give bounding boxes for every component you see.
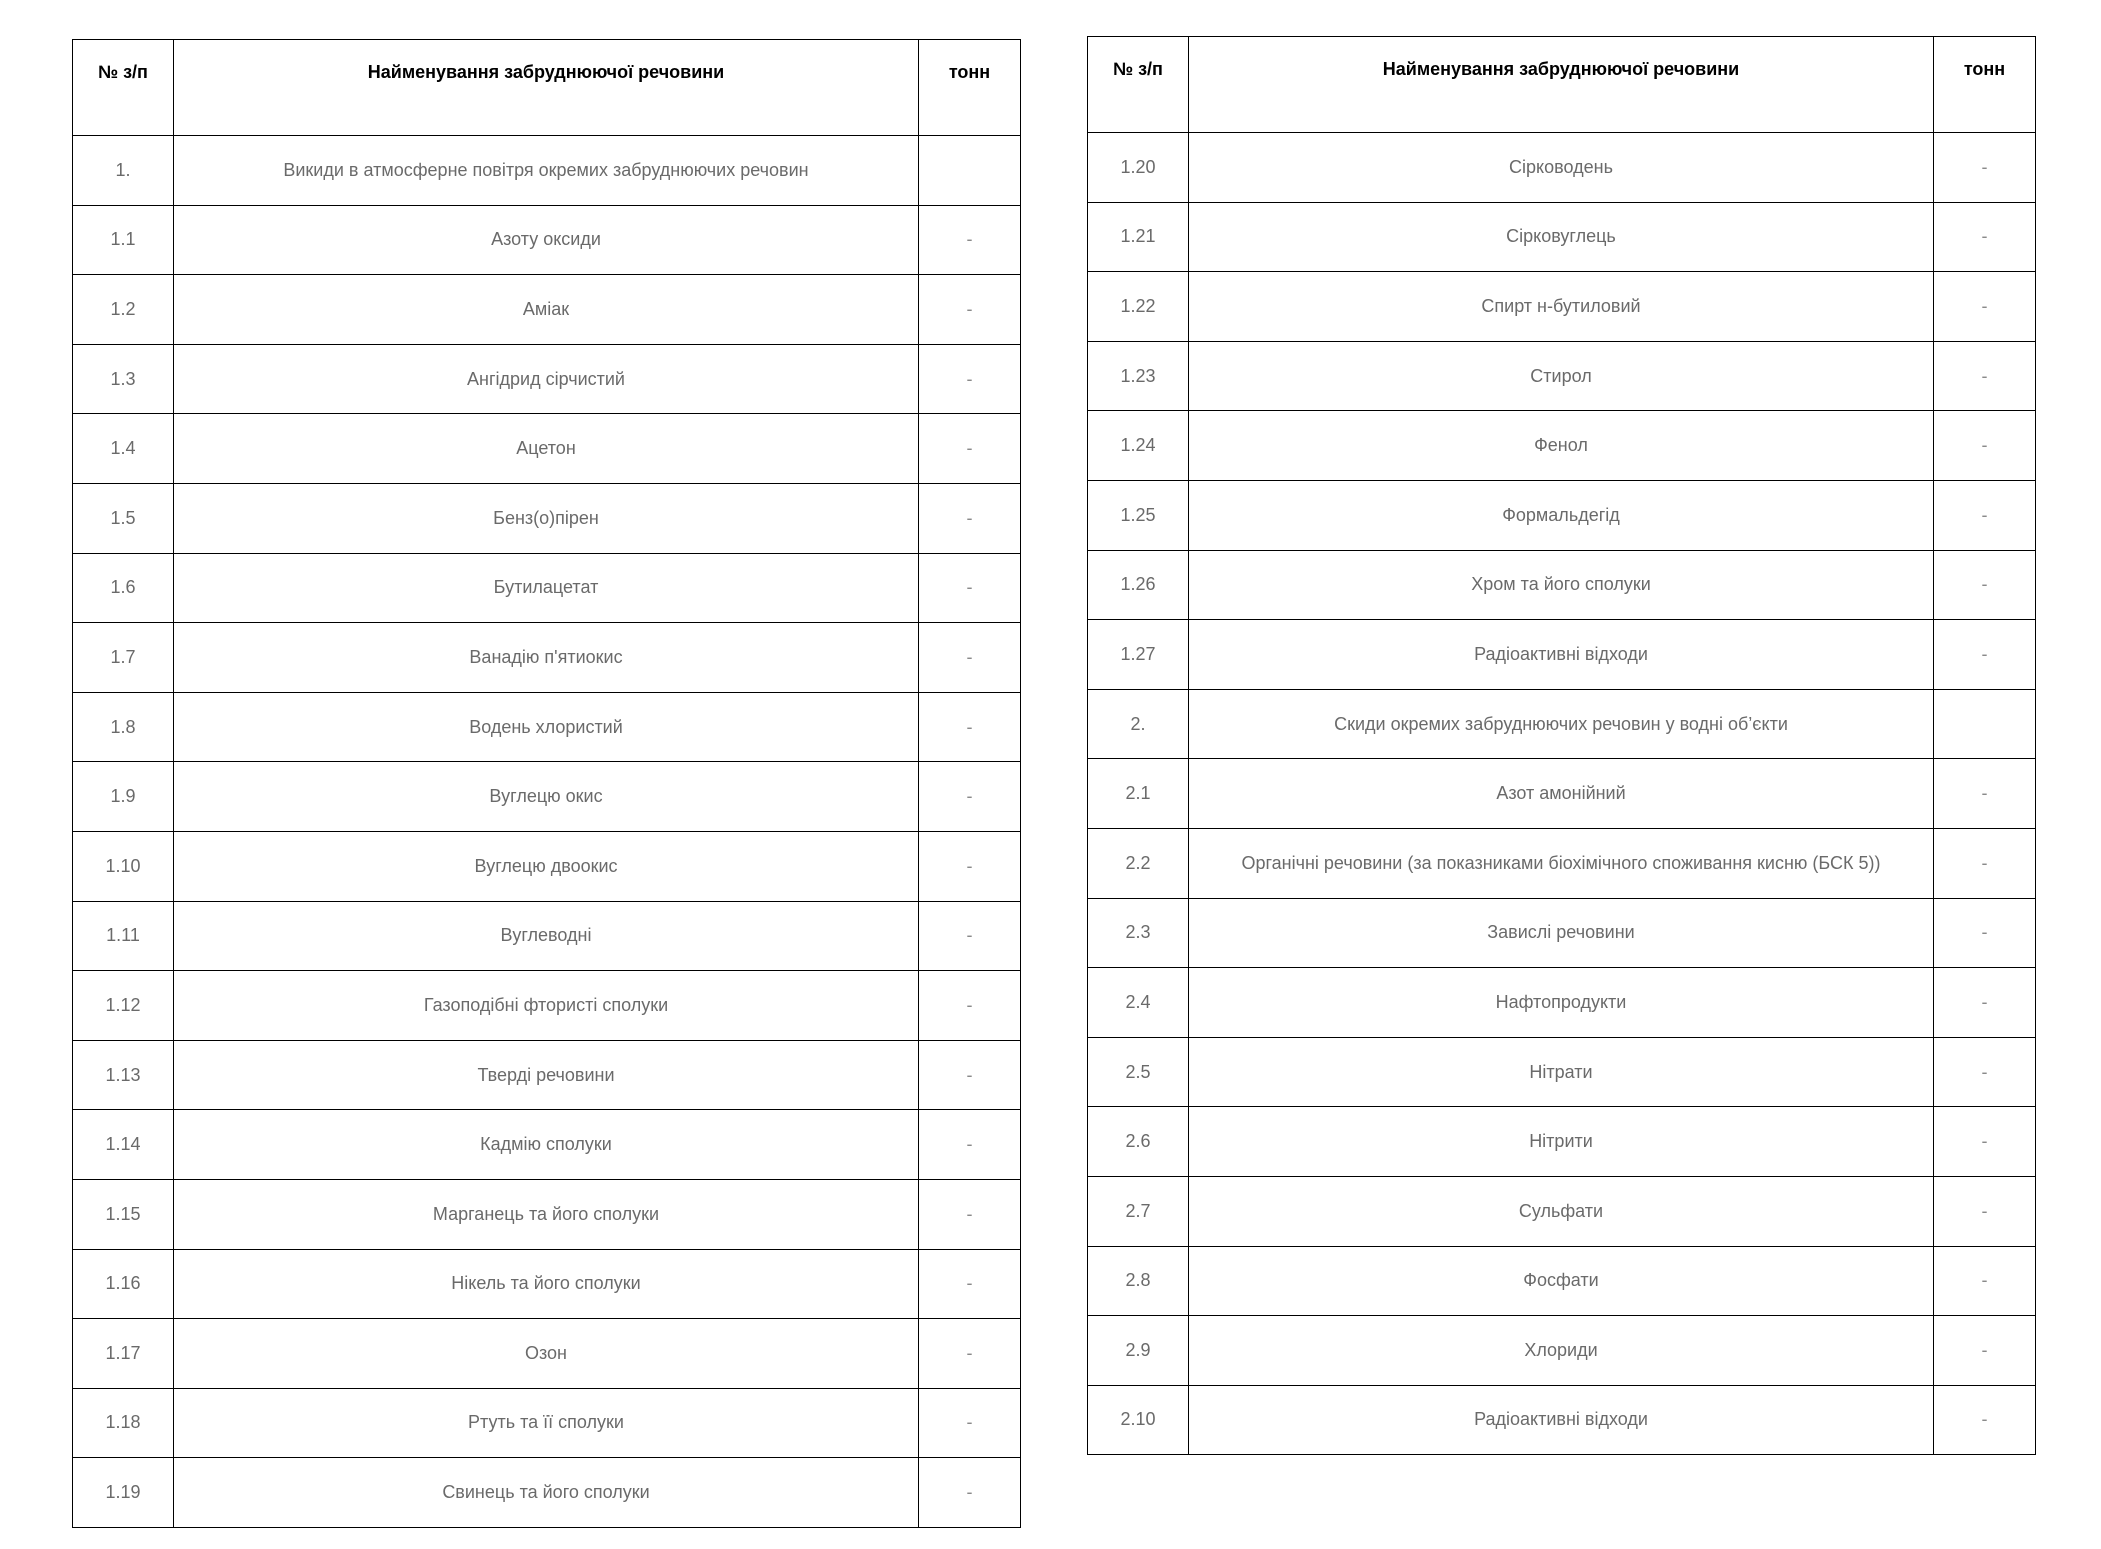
table-row — [73, 275, 1021, 345]
amount-value: - — [919, 1319, 1021, 1389]
table-row — [1088, 1246, 2036, 1316]
row-number: 1.10 — [73, 831, 174, 901]
amount-value — [1934, 689, 2036, 759]
row-number: 1.24 — [1088, 411, 1189, 481]
substance-name: Спирт н-бутиловий — [1189, 272, 1934, 342]
header-num: № з/п — [73, 40, 174, 136]
table-row — [73, 1458, 1021, 1528]
amount-value: - — [1934, 480, 2036, 550]
row-number: 2. — [1088, 689, 1189, 759]
row-number: 1.4 — [73, 414, 174, 484]
table-row — [1088, 1107, 2036, 1177]
amount-value: - — [1934, 968, 2036, 1038]
table-row — [73, 1040, 1021, 1110]
row-number: 2.2 — [1088, 828, 1189, 898]
row-number: 1.7 — [73, 623, 174, 693]
amount-value: - — [1934, 1107, 2036, 1177]
table-row — [73, 692, 1021, 762]
row-number: 2.6 — [1088, 1107, 1189, 1177]
row-number: 1.3 — [73, 344, 174, 414]
table-row — [1088, 1176, 2036, 1246]
row-number: 1.8 — [73, 692, 174, 762]
amount-value: - — [919, 623, 1021, 693]
amount-value: - — [919, 1388, 1021, 1458]
header-row — [1088, 37, 2036, 133]
row-number: 1.16 — [73, 1249, 174, 1319]
table-row — [1088, 828, 2036, 898]
header-name: Найменування забруднюючої речовини — [1189, 37, 1934, 133]
table-row — [73, 831, 1021, 901]
substance-name: Ванадію п'ятиокис — [174, 623, 919, 693]
table-row — [1088, 759, 2036, 829]
header-unit: тонн — [919, 40, 1021, 136]
table-row — [1088, 620, 2036, 690]
substance-name: Хлориди — [1189, 1316, 1934, 1386]
substance-name: Вуглеводні — [174, 901, 919, 971]
amount-value: - — [1934, 550, 2036, 620]
amount-value: - — [919, 1110, 1021, 1180]
row-number: 1.1 — [73, 205, 174, 275]
table-row — [1088, 480, 2036, 550]
table-row — [73, 1179, 1021, 1249]
row-number: 1.17 — [73, 1319, 174, 1389]
substance-name: Ртуть та її сполуки — [174, 1388, 919, 1458]
row-number: 1.12 — [73, 971, 174, 1041]
table-row — [73, 205, 1021, 275]
substance-name: Тверді речовини — [174, 1040, 919, 1110]
substance-name: Стирол — [1189, 341, 1934, 411]
header-num: № з/п — [1088, 37, 1189, 133]
substance-name: Нафтопродукти — [1189, 968, 1934, 1038]
table-row — [1088, 689, 2036, 759]
header-unit: тонн — [1934, 37, 2036, 133]
substance-name: Фенол — [1189, 411, 1934, 481]
amount-value: - — [919, 205, 1021, 275]
row-number: 1.2 — [73, 275, 174, 345]
amount-value: - — [919, 414, 1021, 484]
row-number: 1.11 — [73, 901, 174, 971]
row-number: 2.1 — [1088, 759, 1189, 829]
substance-name: Нікель та його сполуки — [174, 1249, 919, 1319]
table-row — [73, 1249, 1021, 1319]
table-row — [1088, 272, 2036, 342]
amount-value: - — [919, 1249, 1021, 1319]
amount-value: - — [1934, 133, 2036, 203]
row-number: 2.7 — [1088, 1176, 1189, 1246]
substance-name: Формальдегід — [1189, 480, 1934, 550]
amount-value: - — [1934, 1037, 2036, 1107]
amount-value: - — [919, 901, 1021, 971]
amount-value: - — [1934, 202, 2036, 272]
table-row — [1088, 550, 2036, 620]
amount-value: - — [919, 1458, 1021, 1528]
substance-name: Скиди окремих забруднюючих речовин у водні об’єкти — [1189, 689, 1934, 759]
table-row — [73, 901, 1021, 971]
table-row — [73, 344, 1021, 414]
row-number: 2.8 — [1088, 1246, 1189, 1316]
substance-name: Сірковуглець — [1189, 202, 1934, 272]
amount-value: - — [919, 344, 1021, 414]
table-row — [1088, 411, 2036, 481]
pollutants-table-left — [72, 39, 1021, 1528]
header-row — [73, 40, 1021, 136]
row-number: 1.13 — [73, 1040, 174, 1110]
substance-name: Нітрити — [1189, 1107, 1934, 1177]
substance-name: Фосфати — [1189, 1246, 1934, 1316]
amount-value: - — [1934, 1246, 2036, 1316]
amount-value: - — [1934, 828, 2036, 898]
amount-value: - — [1934, 272, 2036, 342]
substance-name: Радіоактивні відходи — [1189, 620, 1934, 690]
table-row — [73, 136, 1021, 206]
table-row — [1088, 341, 2036, 411]
substance-name: Марганець та його сполуки — [174, 1179, 919, 1249]
substance-name: Радіоактивні відходи — [1189, 1385, 1934, 1455]
substance-name: Аміак — [174, 275, 919, 345]
table-row — [1088, 202, 2036, 272]
amount-value: - — [919, 762, 1021, 832]
substance-name: Кадмію сполуки — [174, 1110, 919, 1180]
table-row — [73, 971, 1021, 1041]
row-number: 1.19 — [73, 1458, 174, 1528]
table-row — [73, 483, 1021, 553]
row-number: 2.3 — [1088, 898, 1189, 968]
table-row — [1088, 1316, 2036, 1386]
amount-value: - — [1934, 759, 2036, 829]
amount-value: - — [919, 483, 1021, 553]
row-number: 1.25 — [1088, 480, 1189, 550]
table-row — [1088, 898, 2036, 968]
row-number: 1.15 — [73, 1179, 174, 1249]
amount-value: - — [919, 971, 1021, 1041]
substance-name: Органічні речовини (за показниками біохімічного споживання кисню (БСК 5)) — [1189, 828, 1934, 898]
substance-name: Ацетон — [174, 414, 919, 484]
substance-name: Ангідрид сірчистий — [174, 344, 919, 414]
row-number: 2.4 — [1088, 968, 1189, 1038]
header-name: Найменування забруднюючої речовини — [174, 40, 919, 136]
substance-name: Сірководень — [1189, 133, 1934, 203]
amount-value: - — [919, 275, 1021, 345]
row-number: 1. — [73, 136, 174, 206]
amount-value — [919, 136, 1021, 206]
table-row — [73, 762, 1021, 832]
substance-name: Нітрати — [1189, 1037, 1934, 1107]
substance-name: Завислі речовини — [1189, 898, 1934, 968]
substance-name: Азоту оксиди — [174, 205, 919, 275]
substance-name: Бутилацетат — [174, 553, 919, 623]
table-row — [73, 1388, 1021, 1458]
table-row — [73, 623, 1021, 693]
row-number: 1.23 — [1088, 341, 1189, 411]
table-row — [73, 414, 1021, 484]
table-body — [1088, 133, 2036, 1455]
row-number: 1.5 — [73, 483, 174, 553]
substance-name: Викиди в атмосферне повітря окремих забруднюючих речовин — [174, 136, 919, 206]
amount-value: - — [919, 692, 1021, 762]
amount-value: - — [1934, 898, 2036, 968]
row-number: 1.9 — [73, 762, 174, 832]
row-number: 1.6 — [73, 553, 174, 623]
substance-name: Вуглецю окис — [174, 762, 919, 832]
substance-name: Вуглецю двоокис — [174, 831, 919, 901]
amount-value: - — [919, 553, 1021, 623]
amount-value: - — [919, 831, 1021, 901]
row-number: 1.21 — [1088, 202, 1189, 272]
substance-name: Бенз(о)пірен — [174, 483, 919, 553]
amount-value: - — [1934, 341, 2036, 411]
substance-name: Газоподібні фтористі сполуки — [174, 971, 919, 1041]
substance-name: Сульфати — [1189, 1176, 1934, 1246]
row-number: 2.10 — [1088, 1385, 1189, 1455]
row-number: 2.9 — [1088, 1316, 1189, 1386]
amount-value: - — [1934, 1176, 2036, 1246]
amount-value: - — [919, 1040, 1021, 1110]
row-number: 1.20 — [1088, 133, 1189, 203]
row-number: 1.26 — [1088, 550, 1189, 620]
table-row — [1088, 133, 2036, 203]
row-number: 1.27 — [1088, 620, 1189, 690]
substance-name: Азот амонійний — [1189, 759, 1934, 829]
amount-value: - — [919, 1179, 1021, 1249]
amount-value: - — [1934, 411, 2036, 481]
substance-name: Озон — [174, 1319, 919, 1389]
amount-value: - — [1934, 620, 2036, 690]
row-number: 2.5 — [1088, 1037, 1189, 1107]
table-row — [1088, 1385, 2036, 1455]
substance-name: Водень хлористий — [174, 692, 919, 762]
substance-name: Хром та його сполуки — [1189, 550, 1934, 620]
table-row — [1088, 968, 2036, 1038]
table-row — [73, 553, 1021, 623]
pollutants-table-right — [1087, 36, 2036, 1455]
table-row — [73, 1319, 1021, 1389]
substance-name: Свинець та його сполуки — [174, 1458, 919, 1528]
table-row — [73, 1110, 1021, 1180]
amount-value: - — [1934, 1316, 2036, 1386]
table-row — [1088, 1037, 2036, 1107]
row-number: 1.14 — [73, 1110, 174, 1180]
amount-value: - — [1934, 1385, 2036, 1455]
table-body — [73, 136, 1021, 1528]
row-number: 1.18 — [73, 1388, 174, 1458]
row-number: 1.22 — [1088, 272, 1189, 342]
